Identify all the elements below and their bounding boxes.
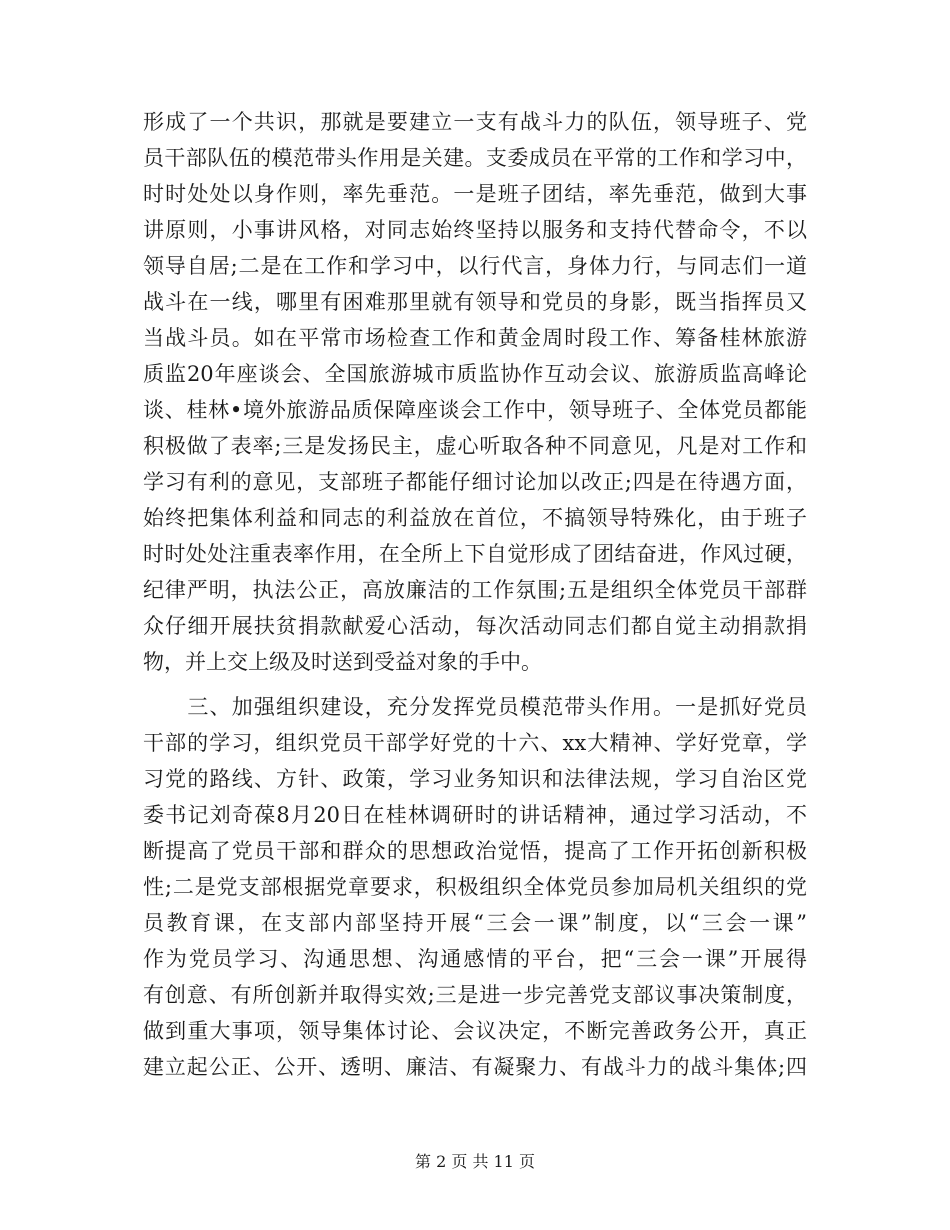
text-line: 谈、桂林•境外旅游品质保障座谈会工作中，领导班子、全体党员都能 [143, 398, 807, 422]
page-number-footer: 第 2 页 共 11 页 [415, 1152, 535, 1171]
text-line: 始终把集体利益和同志的利益放在首位，不搞领导特殊化，由于班子 [143, 506, 807, 530]
text-line: 领导自居;二是在工作和学习中，以行代言，身体力行，与同志们一道 [143, 254, 807, 278]
text-line: 干部的学习，组织党员干部学好党的十六、xx大精神、学好党章，学 [143, 731, 807, 755]
text-line: 员干部队伍的模范带头作用是关建。支委成员在平常的工作和学习中， [143, 146, 807, 170]
document-body [143, 104, 807, 1085]
paragraph-2 [143, 689, 807, 1085]
text-line: 积极做了表率;三是发扬民主，虚心听取各种不同意见，凡是对工作和 [143, 434, 807, 458]
text-line: 有创意、有所创新并取得实效;三是进一步完善党支部议事决策制度， [143, 983, 807, 1007]
text-line: 作为党员学习、沟通思想、沟通感情的平台，把“三会一课”开展得 [143, 947, 807, 971]
text-line: 讲原则，小事讲风格，对同志始终坚持以服务和支持代替命令，不以 [143, 218, 807, 242]
text-line: 物，并上交上级及时送到受益对象的手中。 [143, 650, 542, 674]
text-line: 员教育课，在支部内部坚持开展“三会一课”制度，以“三会一课” [143, 911, 807, 935]
text-line: 做到重大事项，领导集体讨论、会议决定，不断完善政务公开，真正 [143, 1019, 807, 1043]
text-line: 学习有利的意见，支部班子都能仔细讨论加以改正;四是在待遇方面， [143, 470, 807, 494]
text-line: 质监20年座谈会、全国旅游城市质监协作互动会议、旅游质监高峰论 [143, 362, 807, 386]
text-line: 形成了一个共识，那就是要建立一支有战斗力的队伍，领导班子、党 [143, 110, 807, 134]
paragraph-1 [143, 104, 807, 680]
text-line: 性;二是党支部根据党章要求，积极组织全体党员参加局机关组织的党 [143, 875, 807, 899]
text-line: 习党的路线、方针、政策，学习业务知识和法律法规，学习自治区党 [143, 767, 807, 791]
text-line: 战斗在一线，哪里有困难那里就有领导和党员的身影，既当指挥员又 [143, 290, 807, 314]
text-line: 委书记刘奇葆8月20日在桂林调研时的讲话精神，通过学习活动，不 [143, 803, 807, 827]
text-line: 当战斗员。如在平常市场检查工作和黄金周时段工作、筹备桂林旅游 [143, 326, 807, 350]
text-line: 时时处处注重表率作用，在全所上下自觉形成了团结奋进，作风过硬， [143, 542, 807, 566]
text-line: 纪律严明，执法公正，高放廉洁的工作氛围;五是组织全体党员干部群 [143, 578, 807, 602]
paragraph-spacer [143, 680, 807, 689]
text-line: 建立起公正、公开、透明、廉洁、有凝聚力、有战斗力的战斗集体;四 [143, 1055, 807, 1079]
text-line: 三、加强组织建设，充分发挥党员模范带头作用。一是抓好党员 [143, 695, 807, 719]
text-line: 断提高了党员干部和群众的思想政治觉悟，提高了工作开拓创新积极 [143, 839, 807, 863]
text-line: 众仔细开展扶贫捐款献爱心活动，每次活动同志们都自觉主动捐款捐 [143, 614, 807, 638]
text-line: 时时处处以身作则，率先垂范。一是班子团结，率先垂范，做到大事 [143, 182, 807, 206]
